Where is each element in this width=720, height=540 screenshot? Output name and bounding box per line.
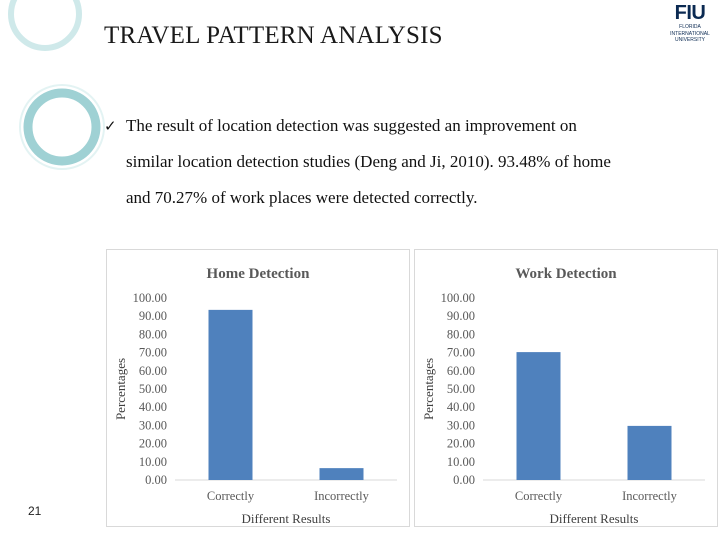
y-tick-label: 80.00 — [446, 327, 475, 342]
y-tick-label: 70.00 — [446, 345, 475, 360]
home-detection-chart — [106, 249, 410, 527]
bar-incorrectly — [320, 468, 364, 480]
checkmark-icon: ✓ — [104, 117, 117, 135]
bar-correctly — [209, 310, 253, 480]
y-tick-label: 10.00 — [446, 454, 475, 469]
page-number: 21 — [28, 504, 42, 518]
x-tick-label: Incorrectly — [622, 489, 677, 503]
y-tick-label: 20.00 — [138, 436, 167, 451]
logo-line-3: UNIVERSITY — [674, 37, 705, 43]
y-axis-label: Percentages — [113, 357, 128, 421]
y-tick-label: 80.00 — [138, 327, 167, 342]
x-tick-label: Incorrectly — [314, 489, 369, 503]
y-tick-label: 0.00 — [453, 473, 475, 487]
y-tick-label: 30.00 — [446, 418, 475, 433]
x-axis-label: Different Results — [549, 511, 639, 526]
bullet-line-3: and 70.27% of work places were detected correctly. — [126, 188, 478, 207]
y-axis-label: Percentages — [421, 357, 436, 421]
bar-correctly — [517, 352, 561, 480]
y-tick-label: 100.00 — [132, 291, 167, 305]
y-tick-label: 40.00 — [446, 400, 475, 415]
y-tick-label: 100.00 — [440, 291, 475, 305]
logo-mark: FIU — [674, 2, 706, 24]
x-axis-label: Different Results — [241, 511, 331, 526]
home-detection-title: Home Detection — [206, 266, 310, 282]
y-tick-label: 30.00 — [138, 418, 167, 433]
work-detection-title: Work Detection — [515, 266, 617, 282]
y-tick-label: 70.00 — [138, 345, 167, 360]
logo-line-2: INTERNATIONAL — [670, 30, 710, 37]
y-tick-label: 10.00 — [138, 454, 167, 469]
y-tick-label: 90.00 — [446, 309, 475, 324]
y-tick-label: 20.00 — [446, 436, 475, 451]
y-tick-label: 50.00 — [138, 382, 167, 396]
y-tick-label: 40.00 — [138, 400, 167, 415]
y-tick-label: 90.00 — [138, 309, 167, 324]
work-detection-chart-svg — [415, 250, 717, 526]
y-tick-label: 60.00 — [446, 363, 475, 378]
fiu-logo — [664, 2, 716, 44]
slide-title: TRAVEL PATTERN ANALYSIS — [104, 22, 443, 49]
x-tick-label: Correctly — [514, 489, 563, 503]
y-tick-label: 60.00 — [138, 363, 167, 378]
bullet-paragraph — [104, 108, 704, 216]
y-tick-label: 50.00 — [446, 382, 475, 396]
y-tick-label: 0.00 — [145, 473, 167, 487]
bullet-line-1: ✓ The result of location detection was suggested an improvement on — [104, 108, 704, 144]
bar-incorrectly — [628, 426, 672, 480]
home-detection-chart-svg — [107, 250, 409, 526]
bullet-line-2: similar location detection studies (Deng and Ji, 2010). 93.48% of home — [126, 152, 611, 171]
x-tick-label: Correctly — [206, 489, 255, 503]
work-detection-chart — [414, 249, 718, 527]
logo-line-1: FLORIDA — [679, 24, 701, 30]
